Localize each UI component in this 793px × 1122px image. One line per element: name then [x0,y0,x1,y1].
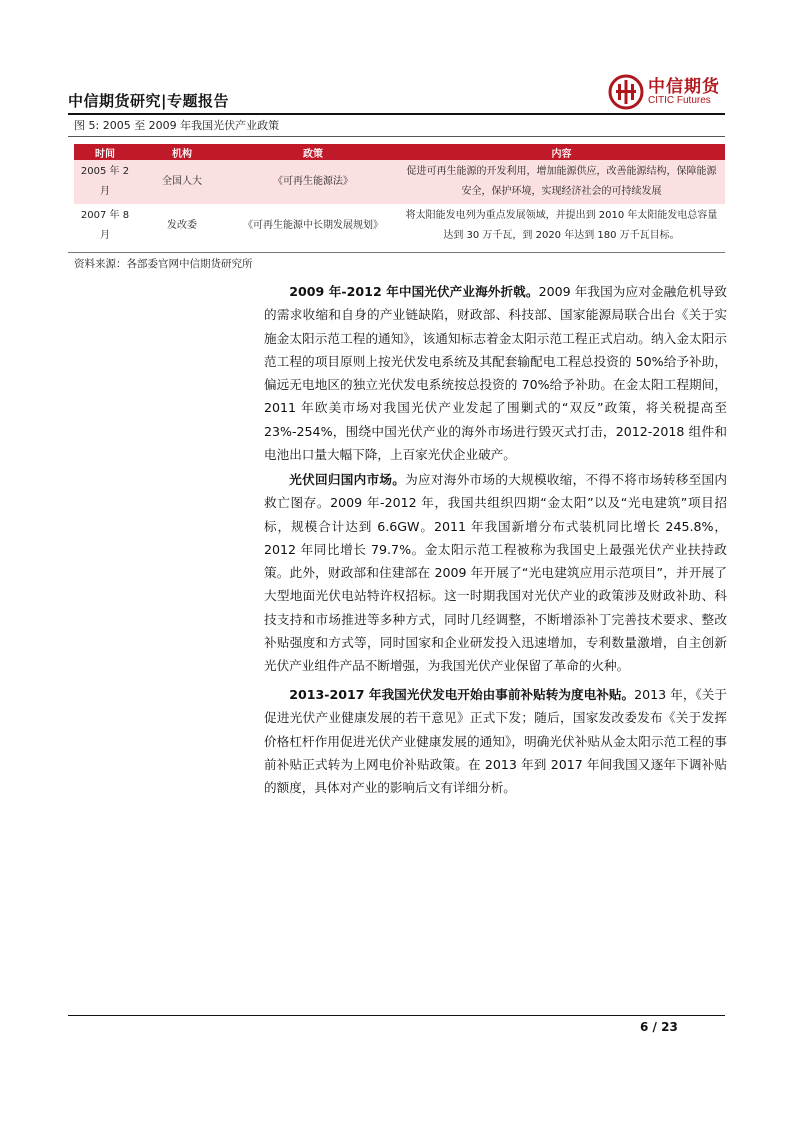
figure-caption: 图 5: 2005 至 2009 年我国光伏产业政策 [68,117,725,137]
header-content: 内容 [398,144,725,160]
page-number: 6 / 23 [640,1020,678,1034]
source-note: 资料来源：各部委官网中信期货研究所 [74,258,253,270]
table-bottom-rule [68,252,725,253]
paragraph-text: 2009 年我国为应对金融危机导致的需求收缩和自身的产业链缺陷，财政部、科技部、国家能源局联合出台《关于实施金太阳示范工程的通知》，该通知标志着金太阳示范工程正式启动。纳入金太阳示范工程的项目原则上按光伏发电系统及其配套输配电工程总投资的 50%给予补助，偏远无电地区的独立光伏发电系统按总投资的 70%给予补助。在金太阳工程期间，2011 年欧美市场对我国光伏产业发起了围剿式的“双反”政策，将关税提高至 23%-254%，围绕中国光伏产业的海外市场进行毁灭式打击，2012-2018 组件和电池出口量大幅下降，上百家光伏企业破产。 [264,284,727,463]
footer-divider [68,1015,725,1016]
cell-policy: 《可再生能源中长期发展规划》 [228,204,398,248]
table-row [74,160,725,204]
cell-time: 2005 年 2 月 [74,160,136,204]
logo-text-en: CITIC Futures [648,95,711,106]
table-header-row [74,144,725,160]
header-divider [68,113,725,115]
paragraph-domestic-return [264,468,727,678]
paragraph-lead: 2009 年-2012 年中国光伏产业海外折戟。 [289,284,539,299]
cell-time: 2007 年 8 月 [74,204,136,248]
paragraph-text: 为应对海外市场的大规模收缩，不得不将市场转移至国内救亡图存。2009 年-2012 年，我国共组织四期“金太阳”以及“光电建筑”项目招标，规模合计达到 6.6GW。2011 年我国新增分布式装机同比增长 245.8%，2012 年同比增长 79.7%。金太阳示范工程被称为我国史上最强光伏产业扶持政策。此外，财政部和住建部在 2009 年开展了“光电建筑应用示范项目”，并开展了大型地面光伏电站特许权招标。这一时期我国对光伏产业的政策涉及财政补助、科技支持和市场推进等多种方式，同时几经调整，不断增添补丁完善技术要求、整改补贴强度和方式等，同时国家和企业研发投入迅速增加，专利数量激增，自主创新光伏产业组件产品不断增强，为我国光伏产业保留了革命的火种。 [264,472,728,674]
citic-emblem-icon [608,72,644,112]
policy-table [74,144,725,248]
paragraph-overseas-setback [264,280,727,466]
cell-org: 全国人大 [136,160,228,204]
header-policy: 政策 [228,144,398,160]
cell-content: 将太阳能发电列为重点发展领域，并提出到 2010 年太阳能发电总容量达到 30 万千瓦，到 2020 年达到 180 万千瓦目标。 [398,204,725,248]
paragraph-subsidy-shift [264,683,727,799]
header-time: 时间 [74,144,136,160]
cell-org: 发改委 [136,204,228,248]
header-org: 机构 [136,144,228,160]
table-row [74,204,725,248]
paragraph-lead: 2013-2017 年我国光伏发电开始由事前补贴转为度电补贴。 [289,687,635,702]
report-header-title: 中信期货研究|专题报告 [68,92,229,110]
paragraph-lead: 光伏回归国内市场。 [289,472,406,487]
citic-logo [608,70,728,114]
cell-policy: 《可再生能源法》 [228,160,398,204]
logo-text-cn: 中信期货 [648,77,720,97]
cell-content: 促进可再生能源的开发利用，增加能源供应，改善能源结构，保障能源安全，保护环境，实现经济社会的可持续发展 [398,160,725,204]
paragraph-text: 2013 年，《关于促进光伏产业健康发展的若干意见》正式下发；随后，国家发改委发布《关于发挥价格杠杆作用促进光伏产业健康发展的通知》，明确光伏补贴从金太阳示范工程的事前补贴正式转为上网电价补贴政策。在 2013 年到 2017 年间我国又逐年下调补贴的额度，具体对产业的影响后文有详细分析。 [264,687,727,796]
